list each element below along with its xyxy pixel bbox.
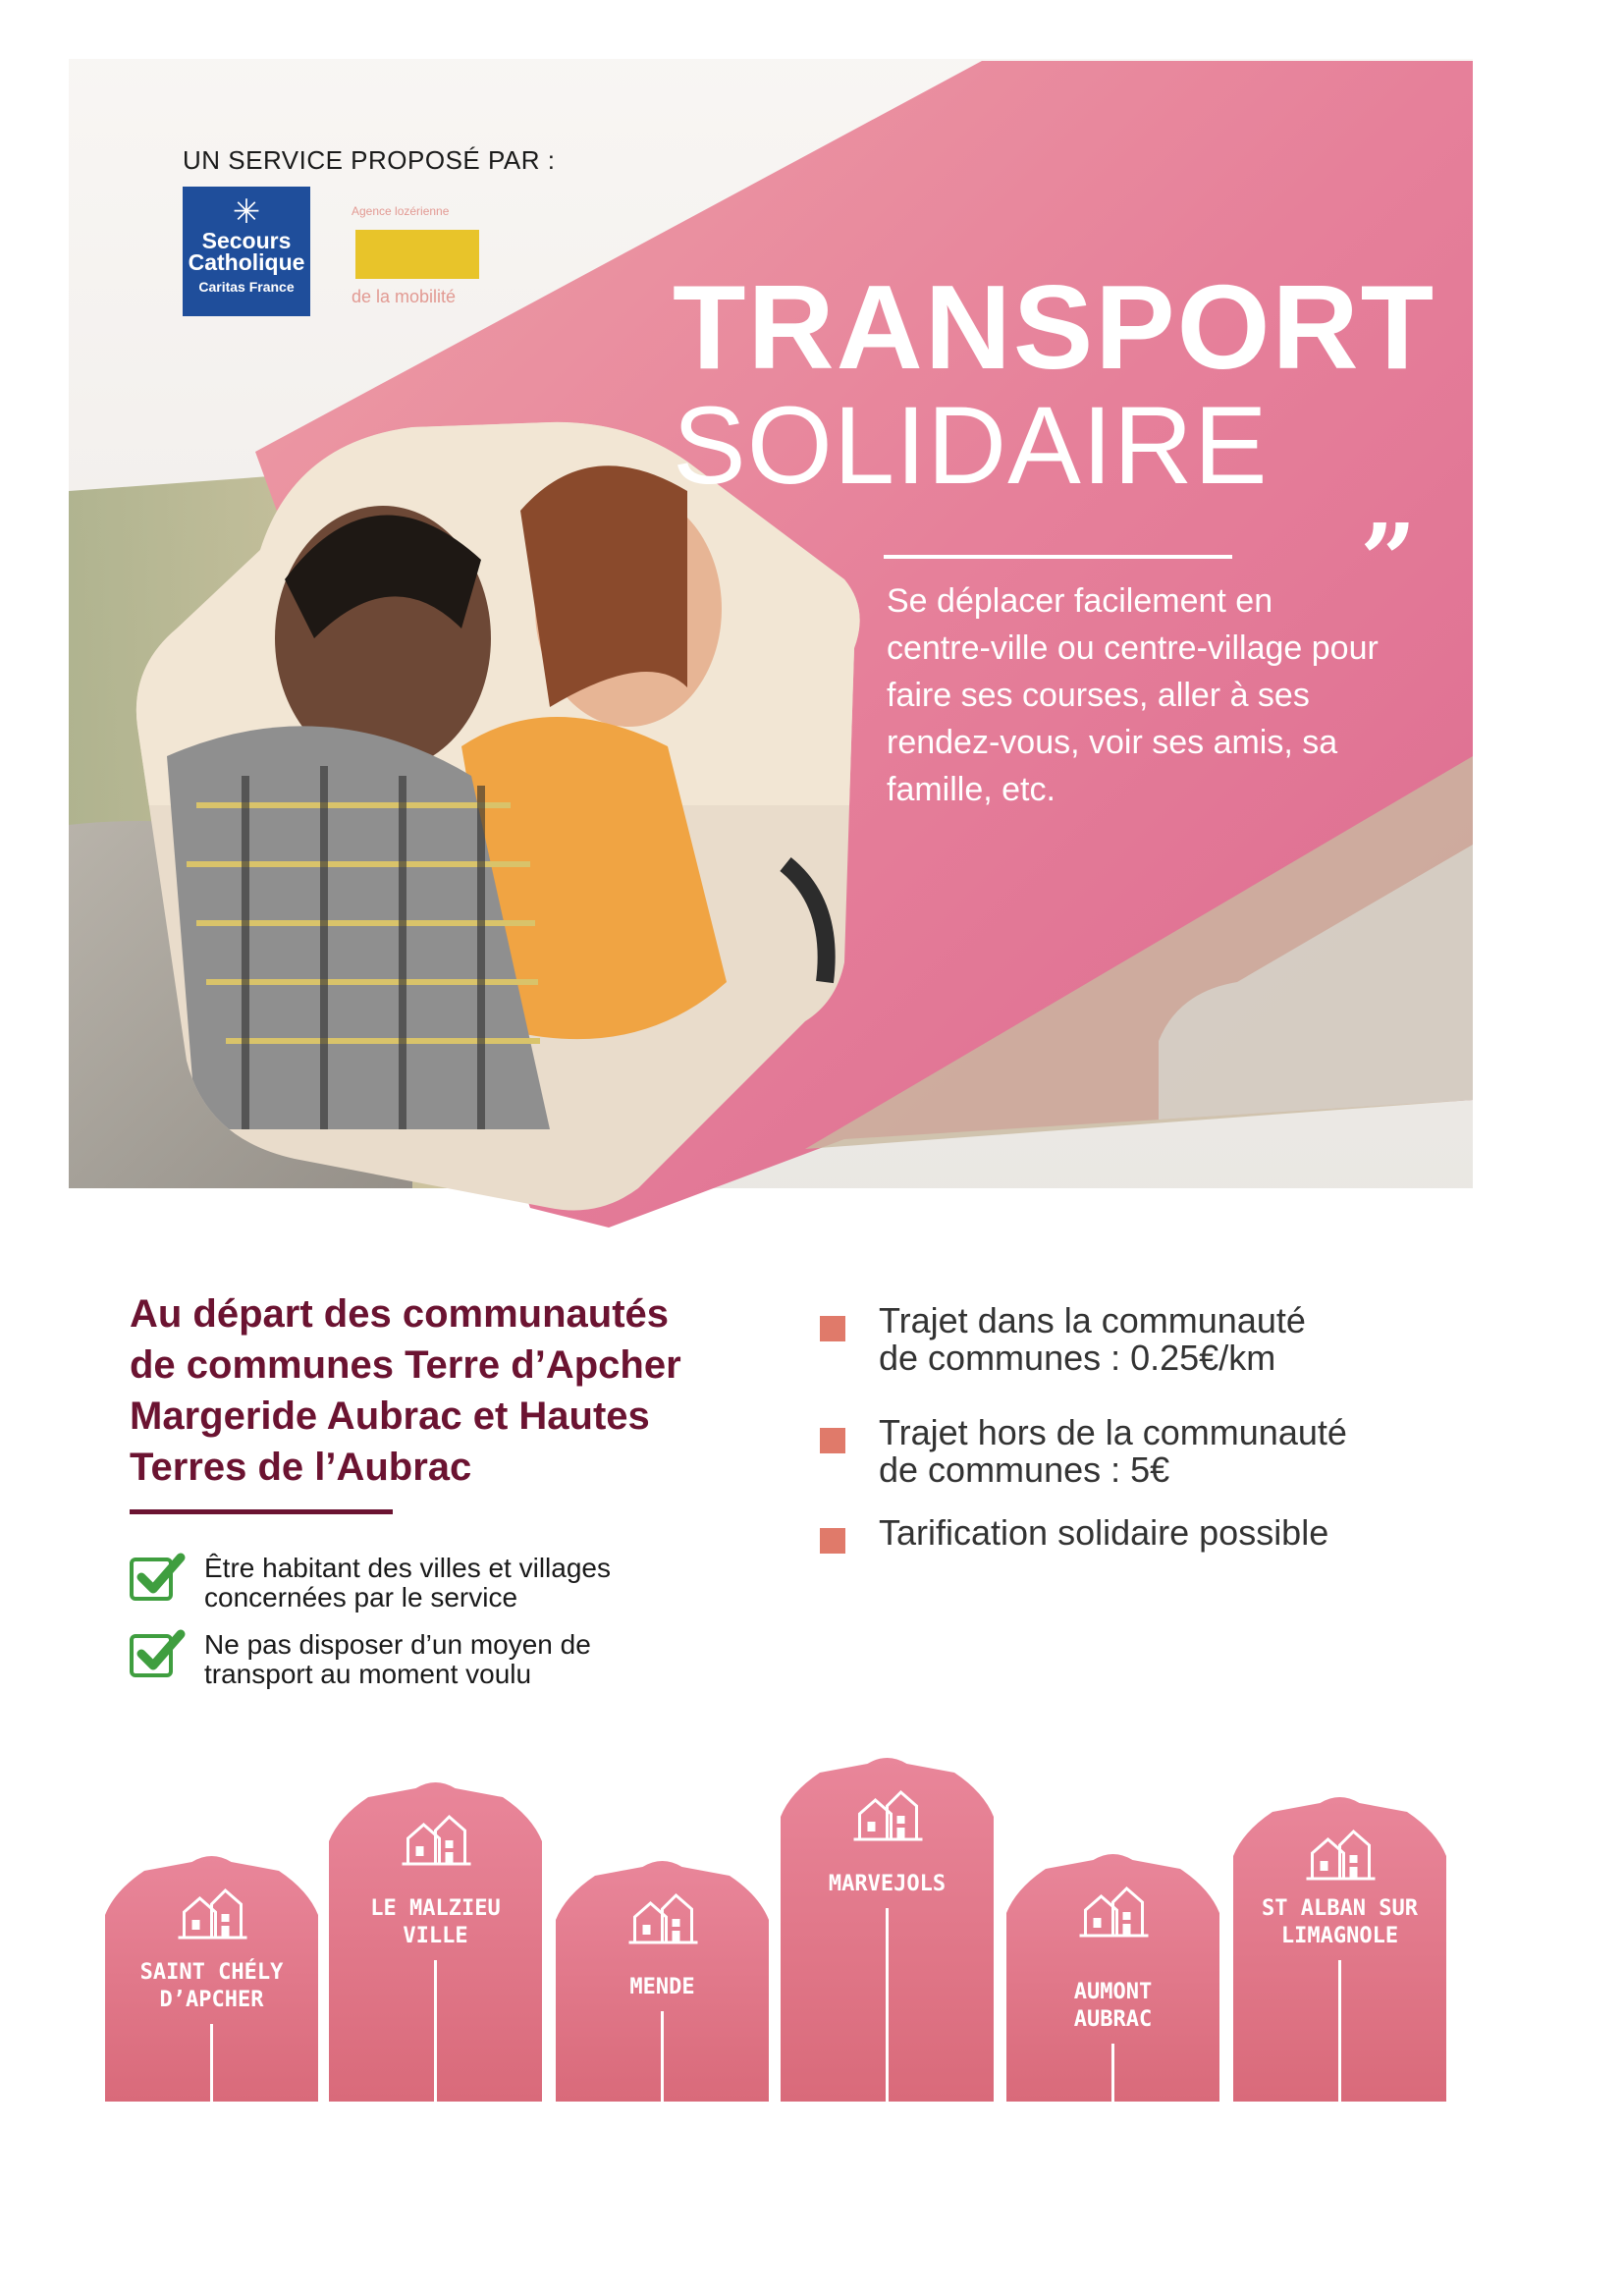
eligibility-item: Être habitant des villes et villages concernées par le service: [130, 1554, 679, 1622]
bullet-square-icon: [820, 1428, 845, 1453]
checkbox-checked-icon: [130, 1558, 173, 1601]
tagline: Se déplacer facilement en centre-ville ou centre-village pour faire ses courses, aller à ses rendez-vous, voir ses amis, sa famille, etc.: [887, 582, 1379, 808]
town-name: MARVEJOLS: [828, 1872, 947, 1896]
mobilite-logo: [355, 230, 479, 279]
town-name: D’APCHER: [159, 1988, 264, 2012]
quote-mark-icon: ”: [1360, 502, 1417, 618]
pricing-item: Trajet hors de la communauté de communes : 5€: [820, 1414, 1429, 1493]
secours-catholique-logo: ✳ Secours Catholique Caritas France: [183, 187, 310, 316]
title-transport: TRANSPORT: [673, 260, 1436, 394]
departure-divider: [130, 1509, 393, 1514]
pricing-item: Trajet dans la communauté de communes : 0.25€/km: [820, 1302, 1429, 1381]
checkbox-checked-icon: [130, 1634, 173, 1677]
mobilite-logo-bottom: de la mobilité: [352, 287, 457, 306]
town-name: ST ALBAN SUR: [1262, 1896, 1418, 1921]
town-name: VILLE: [403, 1924, 468, 1948]
tagline-divider: [884, 555, 1232, 559]
departure-heading: Au départ des communautés de communes Terre d’Apcher Margeride Aubrac et Hautes Terres de l’Aubrac: [130, 1292, 681, 1489]
cross-icon: ✳: [232, 193, 261, 231]
mobilite-logo-top: Agence lozérienne: [352, 204, 450, 218]
provider-label: UN SERVICE PROPOSÉ PAR :: [183, 145, 556, 175]
town-name: LE MALZIEU: [370, 1896, 501, 1921]
bullet-square-icon: [820, 1528, 845, 1554]
town-name: AUBRAC: [1073, 2007, 1153, 2032]
towns-row: [0, 1738, 1624, 2111]
town-name: AUMONT: [1073, 1980, 1153, 2004]
bullet-square-icon: [820, 1316, 845, 1341]
town-name: SAINT CHÉLY: [139, 1960, 284, 1985]
pricing-item: Tarification solidaire possible: [820, 1514, 1429, 1563]
title-solidaire: SOLIDAIRE: [673, 384, 1269, 507]
town-name: MENDE: [629, 1975, 695, 1999]
town-name: LIMAGNOLE: [1280, 1924, 1399, 1948]
eligibility-item: Ne pas disposer d’un moyen de transport au moment voulu: [130, 1630, 679, 1699]
